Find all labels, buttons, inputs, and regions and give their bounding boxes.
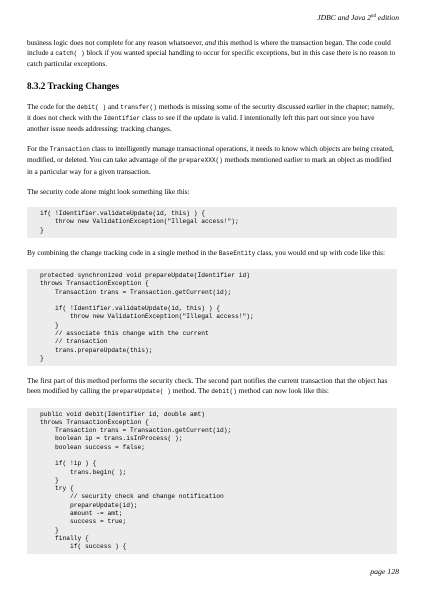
- text-run: The first part of this method performs the security check. The second part notifies the current transaction that the object has been modified by calling the: [27, 376, 388, 396]
- text-run: methods is missing some of the security discussed earlier in the chapter; namely, it does not check with the: [27, 101, 394, 122]
- page-body: [27, 38, 397, 564]
- inline-code: debit( ): [76, 103, 107, 111]
- header-suffix: edition: [376, 13, 399, 22]
- emphasis-text: and: [205, 38, 216, 47]
- code-block-debit: public void debit(Identifier id, double amt) throws TransactionException { Transaction trans = Transaction.getCurrent(id); boolean ip = trans.isInProcess( ); boolean success = false; if( !ip ) { trans.begin( ); } try { // security check and change notification prepareUpdate(id); amount -= amt; success = true; } finally { if( success ) {: [27, 408, 397, 555]
- inline-code: Identifier: [103, 114, 141, 122]
- text-run: methods mentioned earlier to mark an object as modified in a particular way for a given transaction.: [27, 155, 392, 176]
- text-run: By combining the change tracking code in a single method in the: [27, 247, 219, 257]
- inline-code: catch( ): [55, 50, 85, 58]
- text-run: method can now look like this:: [236, 386, 329, 396]
- running-header: [317, 12, 399, 23]
- text-run: block if you wanted special handling to occur for specific exceptions, but in this case there is no reason to catch particular exceptions.: [27, 48, 396, 69]
- paragraph-combining: [27, 248, 397, 259]
- section-heading: 8.3.2 Tracking Changes: [27, 80, 120, 91]
- text-run: class to see if the update is valid. I intentionally left this part out since you have another issue needs addressing: tracking changes.: [27, 112, 375, 134]
- paragraph-first-part: [27, 376, 397, 397]
- text-run: The code for the: [27, 101, 77, 111]
- header-title: JDBC and Java 2: [317, 13, 371, 22]
- inline-code: debit(): [211, 388, 237, 396]
- inline-code: prepareXXX(): [178, 157, 223, 165]
- inline-code: BaseEntity: [218, 249, 256, 257]
- page-number: page 128: [370, 567, 399, 576]
- text-run: method. The: [170, 386, 212, 396]
- text-run: For the: [27, 144, 50, 154]
- paragraph-tracking-changes: [27, 102, 397, 135]
- inline-code: Transaction: [49, 146, 90, 154]
- paragraph-intro: [27, 38, 397, 70]
- paragraph-security-intro: The security code alone might look something like this:: [27, 186, 190, 196]
- text-run: class to intelligently manage transactional operations, it needs to know which objects are being created, modified, or deleted. You can take advantage of the: [27, 144, 394, 165]
- paragraph-transaction-class: [27, 144, 397, 177]
- text-run: and: [106, 101, 121, 111]
- inline-code: prepareUpdate( ): [112, 388, 171, 396]
- text-run: class, you would end up with code like this:: [255, 247, 385, 257]
- header-superscript: nd: [371, 14, 376, 19]
- code-block-prepare-update: protected synchronized void prepareUpdate(Identifier id) throws TransactionException { Transaction trans = Transaction.getCurrent(id); if( !Identifier.validateUpdate(id, this) ) { throw new ValidationException("Illegal access!"); } // associate this change with the current // transaction trans.prepareUpdate(this); }: [27, 269, 397, 366]
- text-run: business logic does not complete for any reason whatsoever,: [27, 38, 206, 47]
- text-run: this method is where the transaction began. The code could include a: [27, 38, 391, 58]
- inline-code: transfer(): [120, 103, 157, 111]
- code-block-security-check: if( !Identifier.validateUpdate(id, this) ) { throw new ValidationException("Illegal access!"); }: [27, 207, 397, 238]
